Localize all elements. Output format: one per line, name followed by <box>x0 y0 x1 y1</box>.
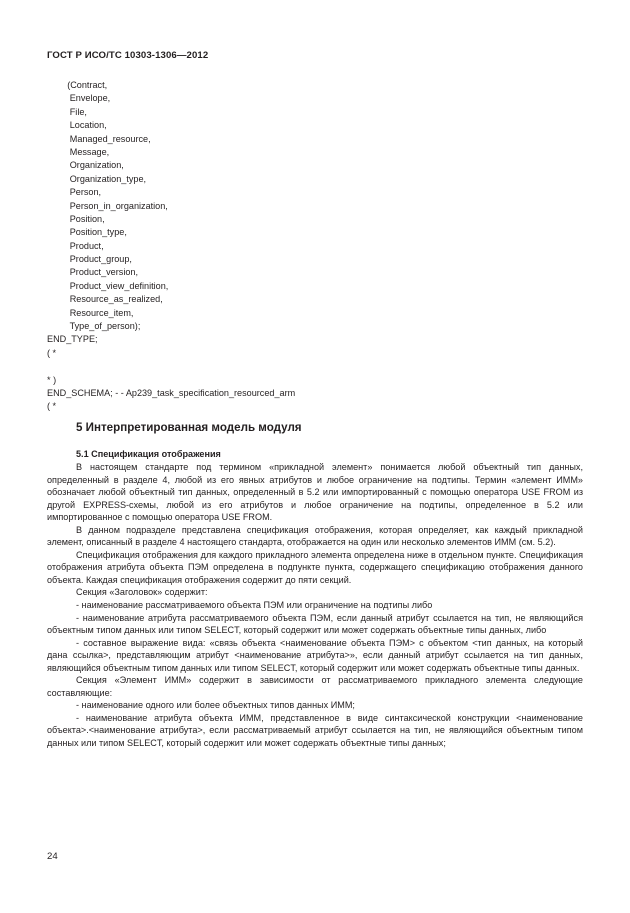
list-item: - наименование одного или более объектных типов данных ИММ; <box>76 700 355 711</box>
code-line: Envelope, <box>47 93 111 104</box>
code-line: Person, <box>47 187 102 198</box>
paragraph: В настоящем стандарте под термином «прикладной элемент» понимается любой объектный тип данных, определенный в разделе 4, любой из его явных атрибутов и любое ограничение на подтипы. Термин «элемент ИММ» обозначает любой объектный тип данных, определенный в 5.2 или импортированный с помощью оператора USE FROM из другой EXPRESS-схемы, любой из его атрибутов и любое ограничение на подтипы, определенное в 5.2 или импортированное с помощью оператора USE FROM. <box>47 462 583 523</box>
subsection-heading: 5.1 Спецификация отображения <box>76 449 221 459</box>
code-line: Organization, <box>47 160 124 171</box>
code-line: Resource_as_realized, <box>47 294 163 305</box>
code-line: Product_view_definition, <box>47 280 169 291</box>
list-item: - наименование рассматриваемого объекта ПЭМ или ограничение на подтипы либо <box>76 600 433 611</box>
code-line: Position_type, <box>47 227 127 238</box>
paragraph: Секция «Заголовок» содержит: <box>76 587 208 598</box>
document-header: ГОСТ Р ИСО/ТС 10303-1306—2012 <box>47 50 209 61</box>
code-line: ( * <box>47 347 57 358</box>
code-line: Organization_type, <box>47 173 147 184</box>
code-line: END_SCHEMA; - - Ap239_task_specification_resourced_arm <box>47 387 296 398</box>
code-line: Product_version, <box>47 267 138 278</box>
code-line: Managed_resource, <box>47 133 151 144</box>
code-line <box>47 360 295 373</box>
paragraph: Спецификация отображения для каждого прикладного элемента определена ниже в отдельном пункте. Спецификация отображения атрибута объекта ПЭМ определена в подпункте пункта, содержащего спецификацию отображения данного объекта. Каждая спецификация отображения содержит до пяти секций. <box>47 549 583 585</box>
body-text <box>47 461 583 750</box>
paragraph: Секция «Элемент ИММ» содержит в зависимости от рассматриваемого прикладного элемента следующие составляющие: <box>47 675 583 698</box>
paragraph: В данном подразделе представлена спецификация отображения, которая определяет, как каждый прикладной элемент, описанный в разделе 4 настоящего стандарта, отображается на один или несколько элементов ИММ (см. 5.2). <box>47 524 583 548</box>
code-line: Person_in_organization, <box>47 200 168 211</box>
code-line: Product, <box>47 240 104 251</box>
code-line: END_TYPE; <box>47 334 98 345</box>
code-line: File, <box>47 106 87 117</box>
code-line: Location, <box>47 120 107 131</box>
section-heading: 5 Интерпретированная модель модуля <box>76 421 302 434</box>
page-number: 24 <box>47 851 58 862</box>
list-item: - наименование атрибута объекта ИММ, представленное в виде синтаксической конструкции <наименование объекта>.<наименование атрибута>, если рассматриваемый атрибут ссылается на тип, не являющийся объектным типом данных или типом SELECT, который содержит или может содержать объектные типы данных; <box>47 712 583 749</box>
express-code-block <box>47 79 295 414</box>
code-line: Resource_item, <box>47 307 134 318</box>
code-line: Type_of_person); <box>47 321 141 332</box>
code-line: (Contract, <box>47 80 108 90</box>
list-item: - составное выражение вида: «связь объекта <наименование объекта ПЭМ> с объектом <тип данных, на который дана ссылка>, представляющим атрибут <наименование атрибута>», если данный атрибут ссылается на тип данных, являющийся объектным типом данных или типом SELECT, который содержит или может содержать объектные типы данных. <box>47 637 583 673</box>
code-line: Product_group, <box>47 254 132 265</box>
code-line: Position, <box>47 213 105 224</box>
code-line: Message, <box>47 146 110 157</box>
code-line: * ) <box>47 374 57 385</box>
code-line: ( * <box>47 401 57 412</box>
list-item: - наименование атрибута рассматриваемого объекта ПЭМ, если данный атрибут ссылается на тип, не являющийся объектным типом данных или типом SELECT, который содержит или может содержать объектные типы данных, либо <box>47 612 583 636</box>
